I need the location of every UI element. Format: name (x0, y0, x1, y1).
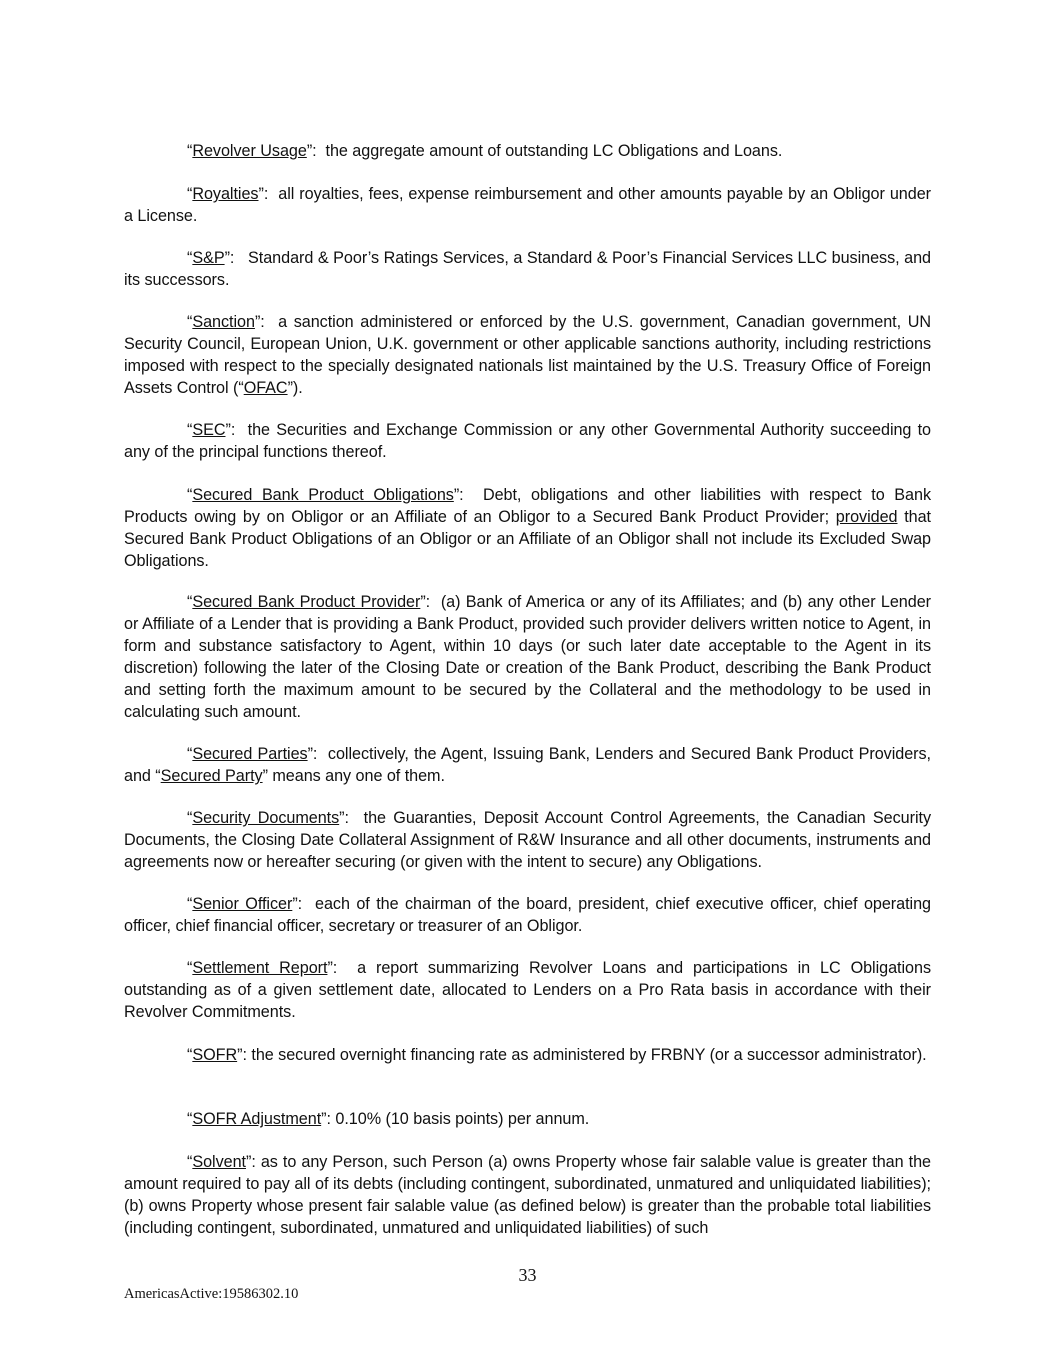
definition-settlement-report: “Settlement Report”: a report summarizing Revolver Loans and participations in LC Obligations outstanding as of a given settlement date, allocated to Lenders on a Pro Rata basis in accordance with their Revolver Commitments. (124, 959, 932, 1022)
definition-secured-bank-product-provider: “Secured Bank Product Provider”: (a) Bank of America or any of its Affiliates; and (b) any other Lender or Affiliate of a Lender that is providing a Bank Product, provided such provider delivers written notice to Agent, in form and substance satisfactory to Agent, within 10 days (or such later date acceptable to the Agent in its discretion) following the later of the Closing Date or creation of the Bank Product, describing the Bank Product and setting forth the maximum amount to be secured by the Collateral and the methodology to be used in calculating such amount. (124, 593, 931, 722)
defined-term: Royalties (192, 185, 259, 204)
definition-senior-officer: “Senior Officer”: each of the chairman of the board, president, chief executive officer, chief operating officer, chief financial officer, secretary or treasurer of an Obligor. (124, 895, 931, 936)
definition-text: a sanction administered or enforced by the U.S. government, Canadian government, UN Security Council, European Union, U.K. government or other applicable sanctions authority, including restrictions imposed with respect to the specially designated nationals list maintained by the U.S. Treasury Office of Foreign Assets Control (“ (124, 313, 931, 398)
definition-text: 0.10% (10 basis points) per annum. (335, 1110, 590, 1129)
defined-term: Solvent (192, 1153, 246, 1172)
defined-term: SEC (192, 421, 226, 440)
definition-text-end: ”). (287, 379, 303, 398)
defined-term: Settlement Report (192, 959, 328, 978)
definition-security-documents: “Security Documents”: the Guaranties, Deposit Account Control Agreements, the Canadian Security Documents, the Closing Date Collateral Assignment of R&W Insurance and all other documents, instruments and agreements now or hereafter securing (or given with the intent to secure) any Obligations. (124, 809, 931, 872)
definition-royalties: “Royalties”: all royalties, fees, expense reimbursement and other amounts payable by an Obligor under a License. (124, 185, 931, 226)
defined-term: Secured Bank Product Obligations (192, 486, 454, 505)
defined-term: Revolver Usage (192, 142, 307, 161)
defined-term: Secured Parties (192, 745, 308, 764)
defined-term: Senior Officer (192, 895, 293, 914)
defined-term: SOFR Adjustment (192, 1110, 322, 1129)
document-id: AmericasActive:19586302.10 (124, 1286, 299, 1302)
definition-text: each of the chairman of the board, president, chief executive officer, chief operating officer, chief financial officer, secretary or treasurer of an Obligor. (124, 895, 931, 936)
definition-sofr-adjustment: “SOFR Adjustment”: 0.10% (10 basis points) per annum. (187, 1110, 590, 1129)
definition-s-and-p: “S&P”: Standard & Poor’s Ratings Services, a Standard & Poor’s Financial Services LLC business, and its successors. (124, 249, 931, 290)
definition-secured-parties: “Secured Parties”: collectively, the Agent, Issuing Bank, Lenders and Secured Bank Product Providers, and “Secured Party” means any one of them. (124, 745, 931, 786)
definition-text: the secured overnight financing rate as administered by FRBNY (or a successor administrator). (251, 1046, 927, 1065)
definition-text-end: that Secured Bank Product Obligations of an Obligor or an Affiliate of an Obligor shall not include its Excluded Swap Obligations. (124, 508, 932, 571)
defined-term-inline: provided (835, 508, 898, 527)
definition-text: as to any Person, such Person (a) owns Property whose fair salable value is greater than the amount required to pay all of its debts (including contingent, subordinated, unmatured and unliquidated liabilities); (b) owns Property whose present fair salable value (as defined below) is greater than the probable total liabilities (including contingent, subordinated, unmatured and unliquidated liabilities) of such (124, 1153, 931, 1238)
defined-term: Secured Bank Product Provider (192, 593, 421, 612)
defined-term-inline: OFAC (243, 379, 288, 398)
definition-text: the Securities and Exchange Commission or any other Governmental Authority succeeding to any of the principal functions thereof. (124, 421, 931, 462)
definition-text: collectively, the Agent, Issuing Bank, Lenders and Secured Bank Product Providers, and “ (124, 745, 931, 786)
defined-term-inline: Secured Party (160, 767, 263, 786)
page-number: 33 (518, 1265, 537, 1285)
defined-term: Security Documents (192, 809, 340, 828)
definition-revolver-usage: “Revolver Usage”: the aggregate amount of outstanding LC Obligations and Loans. (187, 142, 783, 161)
defined-term: S&P (192, 249, 225, 268)
definition-text-end: ” means any one of them. (262, 767, 445, 786)
defined-term: SOFR (192, 1046, 238, 1065)
definition-text: Standard & Poor’s Ratings Services, a Standard & Poor’s Financial Services LLC business, and its successors. (124, 249, 931, 290)
definition-text: the aggregate amount of outstanding LC Obligations and Loans. (325, 142, 783, 161)
definition-text: Debt, obligations and other liabilities with respect to Bank Products owing by on Obligor or an Affiliate of an Obligor to a Secured Bank Product Provider; (124, 486, 932, 527)
definition-sofr: “SOFR”: the secured overnight financing rate as administered by FRBNY (or a successor administrator). (187, 1046, 927, 1065)
definition-text: the Guaranties, Deposit Account Control Agreements, the Canadian Security Documents, the Closing Date Collateral Assignment of R&W Insurance and all other documents, instruments and agreements now or hereafter securing (or given with the intent to secure) any Obligations. (124, 809, 931, 872)
definition-sec: “SEC”: the Securities and Exchange Commission or any other Governmental Authority succeeding to any of the principal functions thereof. (124, 421, 931, 462)
definition-solvent: “Solvent”: as to any Person, such Person (a) owns Property whose fair salable value is greater than the amount required to pay all of its debts (including contingent, subordinated, unmatured and unliquidated liabilities); (b) owns Property whose present fair salable value (as defined below) is greater than the probable total liabilities (including contingent, subordinated, unmatured and unliquidated liabilities) of such (124, 1153, 931, 1238)
definition-text: (a) Bank of America or any of its Affiliates; and (b) any other Lender or Affiliate of a Lender that is providing a Bank Product, provided such provider delivers written notice to Agent, in form and substance satisfactory to Agent, within 10 days (or such later date acceptable to the Agent in its discretion) following the later of the Closing Date or creation of the Bank Product, describing the Bank Product and setting forth the maximum amount to be secured by the Collateral and the methodology to be used in calculating such amount. (124, 593, 931, 722)
definition-sanction: “Sanction”: a sanction administered or enforced by the U.S. government, Canadian government, UN Security Council, European Union, U.K. government or other applicable sanctions authority, including restrictions imposed with respect to the specially designated nationals list maintained by the U.S. Treasury Office of Foreign Assets Control (“OFAC”). (124, 313, 931, 398)
definition-text: a report summarizing Revolver Loans and participations in LC Obligations outstanding as of a given settlement date, allocated to Lenders on a Pro Rata basis in accordance with their Revolver Commitments. (124, 959, 932, 1022)
defined-term: Sanction (192, 313, 255, 332)
definition-secured-bank-product-obligations: “Secured Bank Product Obligations”: Debt, obligations and other liabilities with respect to Bank Products owing by on Obligor or an Affiliate of an Obligor to a Secured Bank Product Provider; provided that Secured Bank Product Obligations of an Obligor or an Affiliate of an Obligor shall not include its Excluded Swap Obligations. (124, 486, 932, 571)
definition-text: all royalties, fees, expense reimbursement and other amounts payable by an Obligor under a License. (124, 185, 931, 226)
